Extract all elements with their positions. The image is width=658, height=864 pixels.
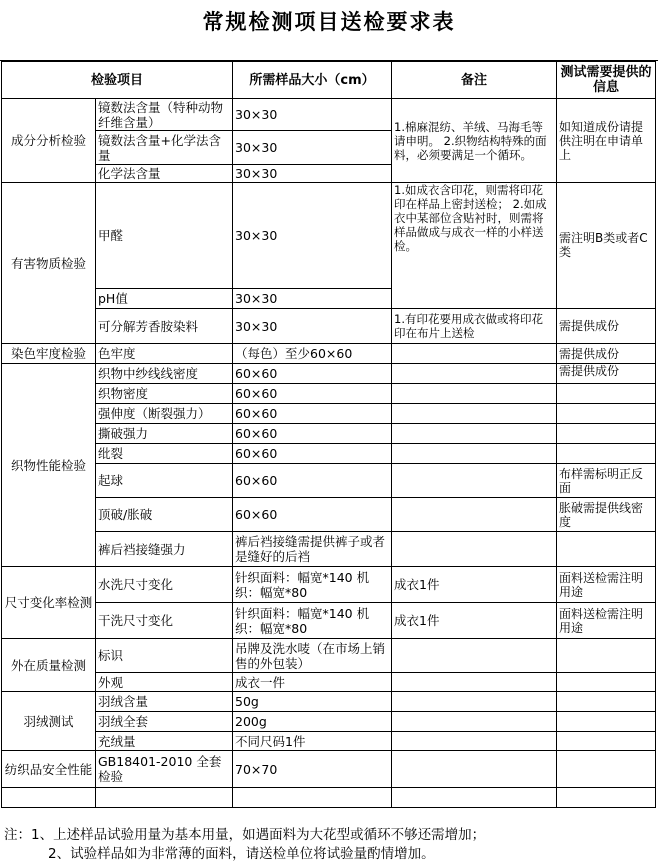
- item-cell: 撕破强力: [96, 424, 233, 444]
- header-info: 测试需要提供的信息: [557, 62, 656, 99]
- table-row: [2, 464, 656, 498]
- size-cell: 60×60: [233, 364, 392, 384]
- table-row: [2, 532, 656, 567]
- size-cell: 30×30: [233, 289, 392, 309]
- table-row: [2, 751, 656, 788]
- info-cell: [557, 732, 656, 751]
- info-cell: 需提供成份: [557, 364, 656, 384]
- group-safety: 纺织品安全性能: [2, 751, 96, 788]
- item-cell: 起球: [96, 464, 233, 498]
- requirements-table: [1, 61, 656, 808]
- table-row: [2, 732, 656, 751]
- item-cell: 色牢度: [96, 344, 233, 364]
- info-cell: 面料送检需注明用途: [557, 603, 656, 639]
- empty-cell: [233, 788, 392, 808]
- item-cell: 织物中纱线线密度: [96, 364, 233, 384]
- table-row: [2, 99, 656, 131]
- item-cell: 羽绒全套: [96, 712, 233, 732]
- info-cell: [557, 424, 656, 444]
- size-cell: 50g: [233, 692, 392, 712]
- group-dimension: 尺寸变化率检测: [2, 567, 96, 639]
- item-cell: 水洗尺寸变化: [96, 567, 233, 603]
- item-cell: 可分解芳香胺染料: [96, 309, 233, 344]
- table-row: [2, 603, 656, 639]
- size-cell: 30×30: [233, 99, 392, 131]
- item-cell: 外观: [96, 673, 233, 692]
- table-row-empty: [2, 788, 656, 808]
- notes-cell: [392, 673, 557, 692]
- notes-harmful: 1.如成衣含印花，则需将印花印在样品上密封送检； 2.如成衣中某部位含贴衬时，则需将样品做成与成衣一样的小样送检。: [392, 183, 557, 309]
- table-row: [2, 444, 656, 464]
- group-colorfast: 染色牢度检验: [2, 344, 96, 364]
- table-row: [2, 498, 656, 532]
- item-cell: 纰裂: [96, 444, 233, 464]
- header-notes: 备注: [392, 62, 557, 99]
- size-cell: （每色）至少60×60: [233, 344, 392, 364]
- size-cell: 30×30: [233, 165, 392, 183]
- notes-cell: [392, 532, 557, 567]
- info-cell: 胀破需提供线密度: [557, 498, 656, 532]
- info-cell: [557, 639, 656, 673]
- notes-azo: 1.有印花要用成衣做或将印花印在布片上送检: [392, 309, 557, 344]
- item-cell: 顶破/胀破: [96, 498, 233, 532]
- notes-cell: [392, 364, 557, 384]
- item-cell: 镜数法含量+化学法含量: [96, 131, 233, 165]
- info-cell: [557, 532, 656, 567]
- table-row: [2, 364, 656, 384]
- info-cell: 需提供成份: [557, 344, 656, 364]
- item-cell: 化学法含量: [96, 165, 233, 183]
- group-appearance: 外在质量检测: [2, 639, 96, 692]
- item-cell: 强伸度（断裂强力）: [96, 404, 233, 424]
- item-cell: 充绒量: [96, 732, 233, 751]
- item-cell: 羽绒含量: [96, 692, 233, 712]
- table-row: [2, 712, 656, 732]
- size-cell: 60×60: [233, 464, 392, 498]
- header-item: 检验项目: [2, 62, 233, 99]
- notes-cell: [392, 751, 557, 788]
- item-cell: 裤后裆接缝强力: [96, 532, 233, 567]
- notes-cell: 成衣1件: [392, 567, 557, 603]
- info-composition: 如知道成份请提供注明在申请单上: [557, 99, 656, 183]
- table-row: [2, 424, 656, 444]
- notes-cell: [392, 639, 557, 673]
- notes-cell: [392, 498, 557, 532]
- notes-cell: [392, 444, 557, 464]
- notes-cell: [392, 384, 557, 404]
- size-cell: 针织面料：幅宽*140 机织：幅宽*80: [233, 603, 392, 639]
- size-cell: 60×60: [233, 404, 392, 424]
- table-row: [2, 692, 656, 712]
- info-cell: 需提供成份: [557, 309, 656, 344]
- size-cell: 30×30: [233, 131, 392, 165]
- item-cell: 干洗尺寸变化: [96, 603, 233, 639]
- footer-notes: [4, 826, 485, 864]
- group-performance: 织物性能检验: [2, 364, 96, 567]
- footer-line-1: 注：1、上述样品试验用量为基本用量，如遇面料为大花型或循环不够还需增加；: [4, 827, 486, 843]
- item-cell: 标识: [96, 639, 233, 673]
- info-cell: [557, 673, 656, 692]
- size-cell: 60×60: [233, 498, 392, 532]
- footer-line-2: 2、试验样品如为非常薄的面料，请送检单位将试验量酌情增加。: [48, 846, 435, 862]
- notes-cell: [392, 712, 557, 732]
- table-row: [2, 384, 656, 404]
- size-cell: 60×60: [233, 424, 392, 444]
- info-cell: [557, 751, 656, 788]
- info-cell: [557, 384, 656, 404]
- empty-cell: [96, 788, 233, 808]
- info-harmful: 需注明B类或者C类: [557, 183, 656, 309]
- size-cell: 针织面料：幅宽*140 机织：幅宽*80: [233, 567, 392, 603]
- info-cell: [557, 444, 656, 464]
- size-cell: 30×30: [233, 309, 392, 344]
- group-composition: 成分分析检验: [2, 99, 96, 183]
- size-cell: 60×60: [233, 444, 392, 464]
- notes-cell: [392, 424, 557, 444]
- group-harmful: 有害物质检验: [2, 183, 96, 344]
- size-cell: 200g: [233, 712, 392, 732]
- notes-cell: [392, 692, 557, 712]
- info-cell: 布样需标明正反面: [557, 464, 656, 498]
- table-row: [2, 404, 656, 424]
- size-cell: 吊牌及洗水唛（在市场上销售的外包装）: [233, 639, 392, 673]
- size-cell: 成衣一件: [233, 673, 392, 692]
- notes-composition: 1.棉麻混纺、羊绒、马海毛等请申明。 2.织物结构特殊的面料，必须要满足一个循环。: [392, 99, 557, 183]
- info-cell: [557, 404, 656, 424]
- item-cell: 镜数法含量（特种动物纤维含量）: [96, 99, 233, 131]
- table-row: [2, 309, 656, 344]
- table-row: [2, 639, 656, 673]
- size-cell: 60×60: [233, 384, 392, 404]
- table-row: [2, 344, 656, 364]
- notes-cell: [392, 344, 557, 364]
- table-row: [2, 673, 656, 692]
- item-cell: 织物密度: [96, 384, 233, 404]
- info-cell: [557, 712, 656, 732]
- table-row: [2, 567, 656, 603]
- empty-cell: [392, 788, 557, 808]
- size-cell: 不同尺码1件: [233, 732, 392, 751]
- header-size: 所需样品大小（cm）: [233, 62, 392, 99]
- notes-cell: 成衣1件: [392, 603, 557, 639]
- notes-cell: [392, 464, 557, 498]
- info-cell: [557, 692, 656, 712]
- group-down: 羽绒测试: [2, 692, 96, 751]
- info-cell: 面料送检需注明用途: [557, 567, 656, 603]
- header-row: [2, 62, 656, 99]
- item-cell: 甲醛: [96, 183, 233, 289]
- size-cell: 30×30: [233, 183, 392, 289]
- notes-cell: [392, 732, 557, 751]
- page-title: 常规检测项目送检要求表: [202, 10, 456, 34]
- empty-cell: [2, 788, 96, 808]
- size-cell: 裤后裆接缝需提供裤子或者是缝好的后裆: [233, 532, 392, 567]
- item-cell: GB18401-2010 全套检验: [96, 751, 233, 788]
- notes-cell: [392, 404, 557, 424]
- empty-cell: [557, 788, 656, 808]
- item-cell: pH值: [96, 289, 233, 309]
- size-cell: 70×70: [233, 751, 392, 788]
- table-row: [2, 183, 656, 289]
